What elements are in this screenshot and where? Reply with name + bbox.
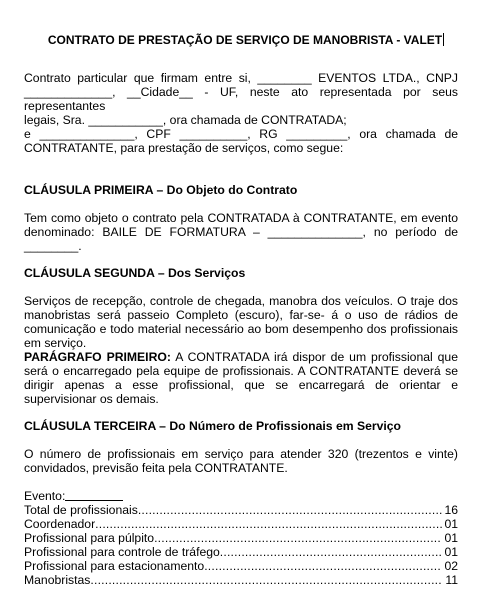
staff-count: 01 xyxy=(444,517,458,531)
staff-label: Profissional para púlpito xyxy=(24,531,155,545)
staff-label: Manobristas xyxy=(24,573,91,587)
intro-line: e ______________, CPF __________, RG _________, ora chamada de xyxy=(24,127,458,141)
clause-one-line: Tem como objeto o contrato pela CONTRATADA à CONTRATANTE, em evento xyxy=(24,211,458,225)
staff-row xyxy=(24,503,458,517)
paragraph-one-text: A CONTRATADA irá dispor de um profissional que será o encarregado pela equipe de profissionais. A CONTRATANTE deverá se dirigir apenas a esse profissional, que se encarregará de orientar e supervisionar os demais. xyxy=(24,350,458,406)
dot-leader xyxy=(204,559,442,573)
staff-list xyxy=(24,489,458,587)
clause-three-text: O número de profissionais em serviço para atender 320 (trezentos e vinte) convidados, previsão feita pela CONTRATANTE. xyxy=(24,447,458,475)
staff-row xyxy=(24,517,458,531)
paragraph-one xyxy=(24,350,458,406)
intro-paragraph xyxy=(24,71,458,155)
staff-label: Profissional para estacionamento xyxy=(24,559,205,573)
dot-leader xyxy=(138,503,443,517)
evento-blank xyxy=(65,489,123,501)
clause-one-line: denominado: BAILE DE FORMATURA – ______________, no período de ________. xyxy=(24,225,458,253)
staff-row xyxy=(24,531,458,545)
clause-one-text xyxy=(24,211,458,253)
contract-document xyxy=(24,33,458,587)
evento-line xyxy=(24,489,458,503)
clause-two-heading: CLÁUSULA SEGUNDA – Dos Serviços xyxy=(24,266,246,280)
staff-count: 01 xyxy=(444,545,458,559)
staff-count: 02 xyxy=(444,559,458,573)
staff-row xyxy=(24,573,458,587)
evento-label: Evento: xyxy=(24,489,66,503)
dot-leader xyxy=(154,531,442,545)
staff-row xyxy=(24,545,458,559)
dot-leader xyxy=(220,545,443,559)
document-title-text: CONTRATO DE PRESTAÇÃO DE SERVIÇO DE MANOBRISTA - VALET xyxy=(47,33,443,47)
document-title xyxy=(34,33,458,47)
text-cursor xyxy=(443,33,444,46)
intro-line: CONTRATANTE, para prestação de serviços, como segue: xyxy=(24,141,344,155)
staff-count: 16 xyxy=(444,503,458,517)
dot-leader xyxy=(95,517,442,531)
staff-label: Total de profissionais xyxy=(24,503,138,517)
clause-two-text: Serviços de recepção, controle de chegada, manobra dos veículos. O traje dos manobristas será passeio Completo (escuro), far-se- á o uso de rádios de comunicação e todo material necessário ao bom desempenho dos profissionais em serviço. xyxy=(24,294,458,350)
clause-one-heading: CLÁUSULA PRIMEIRA – Do Objeto do Contrato xyxy=(24,183,298,197)
staff-label: Profissional para controle de tráfego xyxy=(24,545,220,559)
dot-leader xyxy=(90,573,443,587)
intro-line: Contrato particular que firmam entre si, ________ EVENTOS LTDA., CNPJ xyxy=(24,71,458,85)
intro-line: legais, Sra. ___________, ora chamada de CONTRATADA; xyxy=(24,113,347,127)
paragraph-one-label: PARÁGRAFO PRIMEIRO: xyxy=(24,350,171,364)
staff-row xyxy=(24,559,458,573)
clause-three-heading: CLÁUSULA TERCEIRA – Do Número de Profissionais em Serviço xyxy=(24,419,401,433)
staff-label: Coordenador xyxy=(24,517,96,531)
intro-line: _____________, __Cidade__ - UF, neste ato representada por seus representantes xyxy=(24,85,458,113)
staff-count: 11 xyxy=(445,573,458,587)
staff-count: 01 xyxy=(444,531,458,545)
